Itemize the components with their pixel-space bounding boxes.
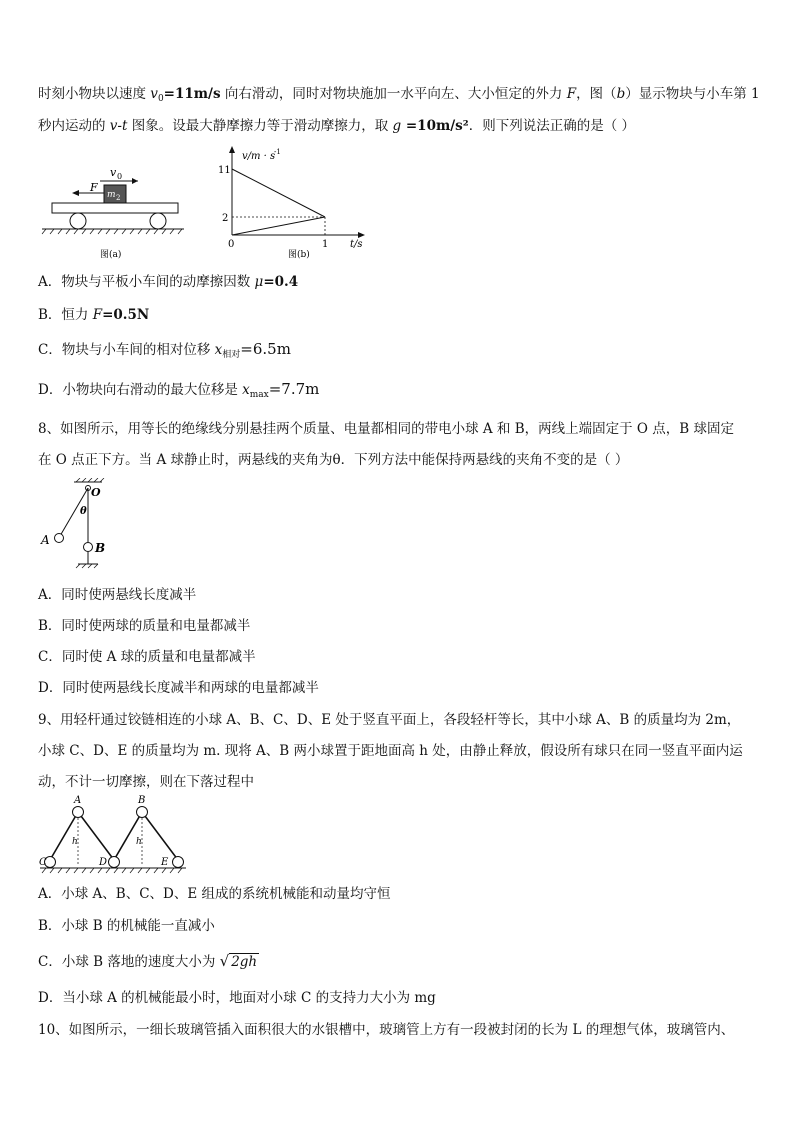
q8-option-a: A．同时使两悬线长度减半 bbox=[38, 587, 197, 603]
tick-2: 2 bbox=[222, 213, 229, 224]
q9-option-c: C．小球 B 落地的速度大小为 √ 2gh bbox=[38, 952, 258, 970]
force-label: F bbox=[90, 181, 98, 194]
tick-1: 1 bbox=[322, 239, 329, 250]
label-b: B bbox=[95, 541, 106, 555]
label-e: E bbox=[161, 857, 169, 868]
q7-option-a: A．物块与平板小车间的动摩擦因数 μ=0.4 bbox=[38, 274, 299, 290]
block-velocity-line bbox=[232, 169, 325, 217]
y-axis-arrow bbox=[229, 146, 235, 153]
rod-ac bbox=[50, 812, 78, 860]
ball-d bbox=[109, 857, 120, 868]
wheel-right bbox=[150, 213, 166, 229]
q7-option-b: B．恒力 F=0.5N bbox=[38, 307, 150, 323]
figure-q8-pendulum bbox=[38, 478, 108, 570]
floor-hatch bbox=[76, 564, 98, 568]
v0-label: v bbox=[110, 166, 117, 179]
label-theta: θ bbox=[80, 506, 87, 517]
label-a: A bbox=[74, 795, 82, 806]
ball-a bbox=[55, 534, 64, 543]
rod-ad bbox=[78, 812, 114, 860]
figure-a-block-cart bbox=[38, 155, 188, 260]
q7-option-d: D．小物块向右滑动的最大位移是 $x_{max}=7.7m$ bbox=[38, 380, 320, 400]
y-axis-label-sup: -1 bbox=[274, 148, 281, 156]
fig-b-caption: 图(b) bbox=[288, 250, 310, 260]
ball-a bbox=[73, 807, 84, 818]
fig-a-caption: 图(a) bbox=[100, 250, 122, 260]
rod-bd bbox=[114, 812, 142, 860]
cart-plate bbox=[52, 203, 178, 213]
ball-b bbox=[84, 543, 93, 552]
label-d: D bbox=[99, 857, 108, 868]
label-c: C bbox=[39, 857, 47, 868]
label-h-right: h bbox=[136, 837, 142, 847]
m2-label: m bbox=[107, 190, 116, 200]
v0-arrowhead bbox=[132, 178, 138, 184]
q7-option-c: C．物块与小车间的相对位移 $x_{相对}=6.5m$ bbox=[38, 340, 291, 360]
x-axis-arrow bbox=[358, 232, 365, 238]
q7-line-2: 秒内运动的 v-t 图象。设最大静摩擦力等于滑动摩擦力，取 g =10m/s²．则下列说法正确的是（ ） bbox=[38, 118, 635, 134]
q8-option-d: D．同时使两悬线长度减半和两球的电量都减半 bbox=[38, 680, 319, 696]
q8-line-1: 8、如图所示，用等长的绝缘线分别悬挂两个质量、电量都相同的带电小球 A 和 B，两线上端固定于 O 点，B 球固定 bbox=[38, 421, 734, 437]
label-a: A bbox=[41, 533, 50, 547]
rod-be bbox=[142, 812, 178, 860]
q8-option-c: C．同时使 A 球的质量和电量都减半 bbox=[38, 649, 256, 665]
label-o: O bbox=[91, 486, 101, 499]
q9-option-b: B．小球 B 的机械能一直减小 bbox=[38, 918, 215, 934]
tick-11: 11 bbox=[218, 165, 231, 176]
ball-b bbox=[137, 807, 148, 818]
m2-sub: 2 bbox=[116, 194, 121, 202]
v0-sub: 0 bbox=[117, 172, 123, 181]
q8-line-2: 在 O 点正下方。当 A 球静止时，两悬线的夹角为θ．下列方法中能保持两悬线的夹角不变的是（ ） bbox=[38, 452, 629, 468]
y-axis-label: v/m · s bbox=[242, 151, 276, 162]
ground-hatch bbox=[42, 868, 182, 873]
q8-option-b: B．同时使两球的质量和电量都减半 bbox=[38, 618, 251, 634]
q9-option-d: D．当小球 A 的机械能最小时，地面对小球 C 的支持力大小为 mg bbox=[38, 990, 436, 1006]
force-arrowhead bbox=[72, 190, 79, 196]
ceiling-hatch bbox=[76, 478, 104, 482]
label-b: B bbox=[138, 795, 146, 806]
sqrt-sign: √ bbox=[219, 952, 230, 970]
wheel-left bbox=[70, 213, 86, 229]
figure-q9-linkage bbox=[38, 792, 188, 874]
figure-b-vt-graph bbox=[212, 143, 377, 261]
x-axis-label: t/s bbox=[350, 239, 363, 250]
q9-line-2: 小球 C、D、E 的质量均为 m. 现将 A、B 两小球置于距地面高 h 处，由静止释放，假设所有球只在同一竖直平面内运 bbox=[38, 743, 743, 759]
q9-line-3: 动，不计一切摩擦，则在下落过程中 bbox=[38, 774, 254, 790]
q9-line-1: 9、用轻杆通过铰链相连的小球 A、B、C、D、E 处于竖直平面上，各段轻杆等长，其中小球 A、B 的质量均为 2m， bbox=[38, 712, 741, 728]
ball-e bbox=[173, 857, 184, 868]
q9-option-a: A．小球 A、B、C、D、E 组成的系统机械能和动量均守恒 bbox=[38, 886, 391, 902]
q10-line-1: 10、如图所示，一细长玻璃管插入面积很大的水银槽中，玻璃管上方有一段被封闭的长为 L 的理想气体，玻璃管内、 bbox=[38, 1022, 735, 1038]
q7-line-1: 时刻小物块以速度 $v_0=11m/s$ 向右滑动，同时对物块施加一水平向左、大小恒定的外力 F，图（b）显示物块与小车第 1 bbox=[38, 86, 760, 104]
cart-velocity-line bbox=[232, 217, 325, 235]
tick-origin: 0 bbox=[228, 239, 235, 250]
ground-hatch bbox=[42, 229, 182, 234]
label-h-left: h bbox=[72, 837, 78, 847]
